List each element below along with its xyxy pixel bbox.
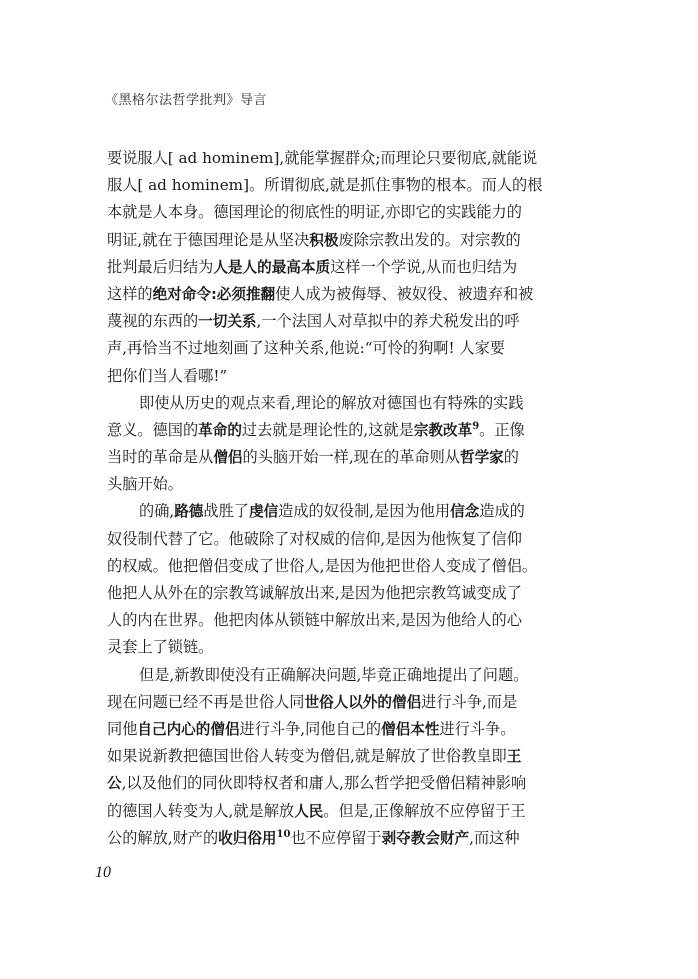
text-run: 的 (503, 448, 519, 467)
emphasis: 人是人的最高本质 (213, 258, 331, 276)
text-line (107, 689, 577, 716)
emphasis: 宗教改革 (413, 421, 473, 439)
emphasis: 虔信 (248, 503, 279, 521)
text-run: ,以及他们的同伙即特权者和庸人,那么哲学把受僧侣精神影响 (121, 774, 527, 793)
text-line (107, 716, 577, 743)
text-run: ,而这种 (469, 828, 520, 847)
emphasis: 积极 (309, 231, 339, 249)
text-line (107, 444, 577, 471)
emphasis: 王 (506, 748, 522, 766)
text-run: 现在问题已经不再是世俗人同 (107, 692, 305, 711)
footnote-ref[interactable]: 9 (472, 420, 480, 432)
text-line (107, 417, 577, 444)
text-run: 的确, (139, 502, 175, 521)
emphasis: 僧侣 (213, 449, 243, 467)
text-line (107, 254, 577, 281)
text-run: 过去就是理论性的,这就是 (241, 420, 414, 439)
text-line: 声,再恰当不过地刻画了这种关系,他说:“可怜的狗啊! 人家要 (107, 339, 505, 358)
running-header: 《黑格尔法哲学批判》导言 (105, 93, 268, 108)
text-line: 但是,新教即使没有正确解决问题,毕竟正确地提出了问题。 (139, 665, 529, 684)
text-line: 要说服人[ ad hominem],就能掌握群众;而理论只要彻底,就能说 (107, 149, 538, 167)
text-line: 灵套上了锁链。 (107, 638, 214, 657)
text-run: 废除宗教出发的。对宗教的 (338, 230, 521, 249)
text-line (107, 825, 577, 852)
text-run: 的头脑开始一样,现在的革命则从 (242, 448, 460, 467)
paragraph-4 (107, 662, 577, 852)
text-line: 人的内在世界。他把肉体从锁链中解放出来,是因为他给人的心 (107, 611, 522, 630)
text-run: 进行斗争,同他自己的 (239, 719, 382, 738)
text-run: 当时的革命是从 (107, 448, 214, 467)
paragraph-1 (107, 145, 577, 390)
paragraph-3 (107, 498, 577, 661)
emphasis: 僧侣本性 (381, 720, 440, 738)
emphasis: 人民 (294, 802, 324, 820)
text-run: 进行斗争。 (439, 719, 516, 738)
text-run: 公的解放,财产的 (107, 828, 219, 847)
emphasis: 收归俗用 (218, 829, 277, 847)
emphasis: 公 (107, 775, 122, 793)
page-number: 10 (95, 864, 111, 881)
emphasis: 哲学家 (459, 449, 504, 467)
text-run: 。正像 (479, 420, 525, 439)
text-run: 批判最后归结为 (107, 257, 214, 276)
text-line: 把你们当人看哪!” (107, 366, 228, 385)
text-line (107, 743, 577, 770)
paragraph-2 (107, 390, 577, 499)
text-run: 的德国人转变为人,就是解放 (107, 801, 295, 820)
text-run: 蔑视的东西的 (107, 312, 199, 331)
text-line (107, 227, 577, 254)
text-run: 使人成为被侮辱、被奴役、被遗弃和被 (275, 284, 534, 303)
emphasis: 革命的 (198, 421, 242, 439)
text-line: 他把人从外在的宗教笃诚解放出来,是因为他把宗教笃诚变成了 (107, 584, 522, 602)
text-run: 进行斗争,而是 (421, 692, 518, 711)
text-line (107, 798, 577, 825)
text-run: 这样的 (107, 284, 153, 303)
footnote-ref[interactable]: 10 (276, 828, 291, 840)
emphasis: 一切关系 (198, 313, 257, 331)
emphasis: 路德 (174, 503, 204, 521)
text-run: 明证,就在于德国理论是从坚决 (107, 230, 310, 249)
text-run: 同他 (107, 719, 138, 738)
body-text (107, 145, 577, 852)
text-run: 如果说新教把德国世俗人转变为僧侣,就是解放了世俗教皇即 (107, 747, 507, 766)
text-run: 也不应停留于 (290, 828, 382, 847)
text-line: 本就是人本身。德国理论的彻底性的明证,亦即它的实践能力的 (107, 203, 522, 222)
text-line (107, 308, 577, 335)
text-line (107, 770, 577, 797)
emphasis: 世俗人以外的僧侣 (304, 693, 422, 711)
emphasis: 自己内心的僧侣 (137, 720, 240, 738)
text-line (107, 498, 577, 525)
emphasis: 信念 (450, 503, 480, 521)
text-line (107, 281, 577, 308)
emphasis: 绝对命令:必须推翻 (152, 285, 276, 303)
emphasis: 剥夺教会财产 (381, 829, 470, 847)
text-line: 头脑开始。 (107, 475, 183, 494)
text-run: 造成的 (479, 502, 525, 521)
text-run: 造成的奴役制,是因为他用 (278, 502, 451, 521)
text-run: ,一个法国人对草拟中的养犬税发出的呼 (256, 312, 520, 331)
text-run: 这样一个学说,从而也归结为 (330, 257, 518, 276)
text-run: 战胜了 (203, 502, 249, 521)
text-run: 。但是,正像解放不应停留于王 (323, 801, 526, 820)
text-line: 奴役制代替了它。他破除了对权威的信仰,是因为他恢复了信仰 (107, 529, 522, 548)
text-line: 服人[ ad hominem]。所谓彻底,就是抓住事物的根本。而人的根 (107, 176, 543, 195)
text-run: 意义。德国的 (107, 420, 199, 439)
text-line: 的权威。他把僧侣变成了世俗人,是因为他把世俗人变成了僧侣。 (107, 556, 538, 575)
text-line: 即使从历史的观点来看,理论的解放对德国也有特殊的实践 (139, 393, 524, 412)
